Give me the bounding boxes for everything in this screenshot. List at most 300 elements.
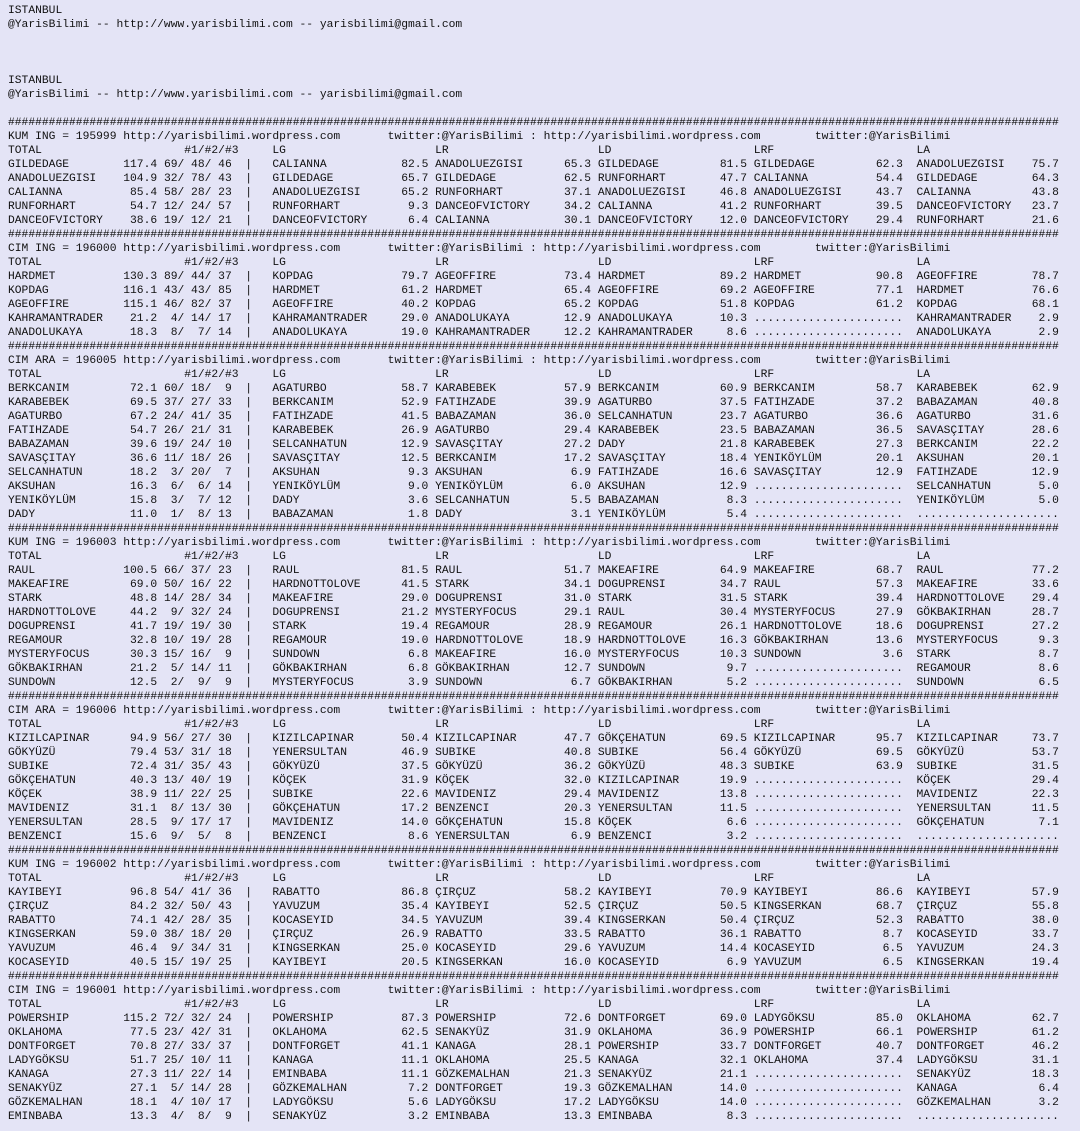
- race-title-line: [8, 984, 1080, 998]
- lrf-horse-name: DANCEOFVICTORY: [753, 215, 849, 227]
- lrf-horse-name: POWERSHIP: [753, 1027, 815, 1039]
- race-twitter: twitter:@YarisBilimi: [814, 859, 951, 871]
- column-header-row: [8, 256, 1080, 270]
- lrf-score: 37.4: [875, 1055, 903, 1067]
- horse-row: [8, 942, 1080, 956]
- rank-counts: 11/ 22/ 25: [163, 789, 232, 801]
- la-score: 21.6: [1031, 215, 1059, 227]
- lr-score: 29.6: [563, 943, 592, 955]
- la-horse-name: AKSUHAN: [916, 453, 964, 465]
- lrf-score: 27.3: [875, 439, 903, 451]
- lrf-horse-name: AGATURBO: [753, 411, 809, 423]
- rank-counts: 69/ 48/ 46: [163, 159, 232, 171]
- lr-score: 28.9: [563, 621, 592, 633]
- column-header-row: [8, 368, 1080, 382]
- column-divider: |: [245, 747, 253, 759]
- lg-score: 20.5: [401, 957, 429, 969]
- lr-horse-name: BERKCANIM: [435, 453, 497, 465]
- race-twitter-url[interactable]: twitter:@YarisBilimi : http://yarisbilimi.wordpress.com: [387, 537, 761, 549]
- col-header-lg: LG: [272, 999, 286, 1011]
- horse-row: [8, 312, 1080, 326]
- lr-horse-name: HARDNOTTOLOVE: [435, 635, 524, 647]
- lrf-score: 66.1: [875, 1027, 903, 1039]
- lg-score: 52.9: [401, 397, 429, 409]
- ld-score: 31.5: [719, 593, 747, 605]
- horse-name: AGATURBO: [8, 411, 63, 423]
- rank-counts: 38/ 18/ 20: [163, 929, 232, 941]
- rank-counts: 12/ 24/ 57: [163, 201, 232, 213]
- ld-score: 23.7: [719, 411, 747, 423]
- lg-score: 12.9: [401, 439, 429, 451]
- lg-score: 19.0: [401, 327, 429, 339]
- lg-score: 82.5: [401, 159, 429, 171]
- lg-horse-name: ANADOLUEZGISI: [272, 187, 361, 199]
- ld-horse-name: HARDMET: [597, 271, 646, 283]
- la-score: 8.7: [1038, 649, 1059, 661]
- total-score: 72.4: [130, 761, 158, 773]
- lrf-horse-name: HARDMET: [753, 271, 802, 283]
- total-score: 104.9: [123, 173, 158, 185]
- total-score: 69.5: [130, 397, 158, 409]
- lg-horse-name: GILDEDAGE: [272, 173, 334, 185]
- col-header-total: TOTAL: [8, 719, 42, 731]
- lrf-horse-name: AGEOFFIRE: [753, 285, 815, 297]
- lr-score: 58.2: [563, 887, 592, 899]
- lrf-empty-dots: ......................: [753, 831, 903, 843]
- lrf-score: 18.6: [875, 621, 903, 633]
- ld-horse-name: GÖKÇEHATUN: [597, 733, 666, 745]
- lrf-score: 20.1: [875, 453, 903, 465]
- lg-horse-name: RUNFORHART: [272, 201, 341, 213]
- horse-name: GÖKYÜZÜ: [8, 747, 56, 759]
- lr-horse-name: DONTFORGET: [435, 1083, 503, 1095]
- ld-horse-name: ÇIRÇUZ: [597, 901, 639, 913]
- la-horse-name: RABATTO: [916, 915, 964, 927]
- la-score: 23.7: [1031, 201, 1059, 213]
- ld-horse-name: RAUL: [597, 607, 625, 619]
- rank-counts: 43/ 43/ 85: [163, 285, 232, 297]
- lrf-horse-name: FATIHZADE: [753, 397, 815, 409]
- lr-score: 52.5: [563, 901, 592, 913]
- la-horse-name: OKLAHOMA: [916, 1013, 971, 1025]
- lr-horse-name: KARABEBEK: [435, 383, 497, 395]
- lg-horse-name: DANCEOFVICTORY: [272, 215, 368, 227]
- lr-horse-name: KANAGA: [435, 1041, 476, 1053]
- col-header-la: LA: [916, 145, 931, 157]
- lg-horse-name: KINGSERKAN: [272, 943, 341, 955]
- rank-counts: 89/ 44/ 37: [163, 271, 232, 283]
- horse-name: KINGSERKAN: [8, 929, 76, 941]
- la-horse-name: KÖÇEK: [916, 775, 951, 787]
- lg-score: 86.8: [401, 887, 429, 899]
- la-score: 9.3: [1038, 635, 1059, 647]
- ld-horse-name: RABATTO: [597, 929, 646, 941]
- rank-counts: 3/ 20/ 7: [163, 467, 232, 479]
- column-divider: |: [245, 565, 253, 577]
- la-score: 46.2: [1031, 1041, 1059, 1053]
- lg-horse-name: MAVIDENIZ: [272, 817, 334, 829]
- lg-score: 35.4: [401, 901, 429, 913]
- lrf-horse-name: RAUL: [753, 579, 781, 591]
- total-score: 74.1: [130, 915, 158, 927]
- column-divider: |: [245, 761, 253, 773]
- col-header-total: TOTAL: [8, 551, 42, 563]
- lrf-horse-name: CALIANNA: [753, 173, 809, 185]
- lg-score: 7.2: [408, 1083, 429, 1095]
- lg-score: 22.6: [401, 789, 429, 801]
- lrf-score: 68.7: [875, 901, 903, 913]
- horse-row: [8, 1082, 1080, 1096]
- total-score: 13.3: [130, 1111, 158, 1123]
- lr-score: 17.2: [563, 1097, 592, 1109]
- column-divider: |: [245, 607, 253, 619]
- col-header-ld: LD: [597, 873, 612, 885]
- lg-score: 9.3: [408, 201, 429, 213]
- col-header-lg: LG: [272, 873, 286, 885]
- ld-score: 50.4: [719, 915, 747, 927]
- la-horse-name: GÖKÇEHATUN: [916, 817, 985, 829]
- col-header-ranks: #1/#2/#3: [184, 145, 239, 157]
- lrf-horse-name: RUNFORHART: [753, 201, 822, 213]
- lg-horse-name: AKSUHAN: [272, 467, 320, 479]
- lr-horse-name: LADYGÖKSU: [435, 1097, 497, 1109]
- lg-horse-name: MAKEAFIRE: [272, 593, 334, 605]
- lrf-score: 62.3: [875, 159, 903, 171]
- total-score: 46.4: [130, 943, 158, 955]
- horse-row: [8, 956, 1080, 970]
- ld-horse-name: DONTFORGET: [597, 1013, 666, 1025]
- lr-horse-name: BABAZAMAN: [435, 411, 497, 423]
- separator: ###########################################################################################################################################################: [8, 117, 1059, 129]
- lg-score: 65.7: [401, 173, 429, 185]
- rank-counts: 42/ 28/ 35: [163, 915, 232, 927]
- horse-row: [8, 1040, 1080, 1054]
- lg-horse-name: KOPDAG: [272, 271, 314, 283]
- race-twitter-url[interactable]: twitter:@YarisBilimi : http://yarisbilimi.wordpress.com: [387, 705, 761, 717]
- lr-score: 37.1: [563, 187, 592, 199]
- lrf-horse-name: SUNDOWN: [753, 649, 802, 661]
- column-divider: |: [245, 383, 253, 395]
- race-twitter-url[interactable]: twitter:@YarisBilimi : http://yarisbilimi.wordpress.com: [387, 355, 761, 367]
- race-twitter-url[interactable]: twitter:@YarisBilimi : http://yarisbilimi.wordpress.com: [387, 985, 761, 997]
- rank-counts: 66/ 37/ 23: [163, 565, 232, 577]
- ld-horse-name: RUNFORHART: [597, 173, 666, 185]
- contact-info: @YarisBilimi -- http://www.yarisbilimi.com -- yarisbilimi@gmail.com: [8, 89, 463, 101]
- col-header-ld: LD: [597, 145, 612, 157]
- col-header-lg: LG: [272, 145, 286, 157]
- ld-horse-name: KIZILCAPINAR: [597, 775, 680, 787]
- la-horse-name: CALIANNA: [916, 187, 971, 199]
- lrf-empty-dots: ......................: [753, 1069, 903, 1081]
- lrf-score: 43.7: [875, 187, 903, 199]
- la-score: 2.9: [1038, 327, 1059, 339]
- horse-row: [8, 270, 1080, 284]
- lg-horse-name: GÖKYÜZÜ: [272, 761, 320, 773]
- rank-counts: 53/ 31/ 18: [163, 747, 232, 759]
- total-score: 15.6: [130, 831, 158, 843]
- horse-row: [8, 634, 1080, 648]
- la-score: 76.6: [1031, 285, 1059, 297]
- ld-horse-name: GÖKYÜZÜ: [597, 761, 646, 773]
- ld-horse-name: KÖÇEK: [597, 817, 632, 829]
- la-horse-name: ANADOLUEZGISI: [916, 159, 1005, 171]
- horse-name: ÇIRÇUZ: [8, 901, 49, 913]
- lrf-score: 63.9: [875, 761, 903, 773]
- la-score: 5.0: [1038, 481, 1059, 493]
- la-horse-name: SENAKYÜZ: [916, 1069, 971, 1081]
- column-divider: |: [245, 1069, 253, 1081]
- col-header-ranks: #1/#2/#3: [184, 551, 239, 563]
- total-score: 30.3: [130, 649, 158, 661]
- lrf-score: 77.1: [875, 285, 903, 297]
- ld-score: 6.9: [726, 957, 747, 969]
- lr-horse-name: REGAMOUR: [435, 621, 490, 633]
- horse-name: YENERSULTAN: [8, 817, 83, 829]
- ld-score: 30.4: [719, 607, 747, 619]
- lg-score: 46.9: [401, 747, 429, 759]
- lg-score: 9.0: [408, 481, 429, 493]
- ld-horse-name: YENERSULTAN: [597, 803, 673, 815]
- race-twitter-url[interactable]: twitter:@YarisBilimi : http://yarisbilimi.wordpress.com: [387, 131, 761, 143]
- total-score: 115.2: [123, 1013, 158, 1025]
- ld-score: 47.7: [719, 173, 747, 185]
- horse-row: [8, 186, 1080, 200]
- ld-score: 89.2: [719, 271, 747, 283]
- rank-counts: 60/ 18/ 9: [163, 383, 232, 395]
- horse-name: SUBIKE: [8, 761, 49, 773]
- lg-horse-name: KARABEBEK: [272, 425, 334, 437]
- la-score: 2.9: [1038, 313, 1059, 325]
- lrf-empty-dots: ......................: [753, 677, 903, 689]
- lg-horse-name: YENIKÖYLÜM: [272, 481, 341, 493]
- lg-horse-name: LADYGÖKSU: [272, 1097, 334, 1109]
- la-horse-name: FATIHZADE: [916, 467, 978, 479]
- la-horse-name: KANAGA: [916, 1083, 958, 1095]
- col-header-ld: LD: [597, 257, 612, 269]
- lr-score: 25.5: [563, 1055, 592, 1067]
- lg-horse-name: HARDNOTTOLOVE: [272, 579, 361, 591]
- lrf-empty-dots: ......................: [753, 481, 903, 493]
- ld-horse-name: YAVUZUM: [597, 943, 646, 955]
- col-header-lrf: LRF: [753, 257, 775, 269]
- total-score: 31.1: [130, 803, 158, 815]
- lrf-horse-name: KOCASEYID: [753, 943, 815, 955]
- column-header-row: [8, 550, 1080, 564]
- la-horse-name: MYSTERYFOCUS: [916, 635, 998, 647]
- rank-counts: 72/ 32/ 24: [163, 1013, 232, 1025]
- la-horse-name: GÖZKEMALHAN: [916, 1097, 992, 1109]
- la-score: 29.4: [1031, 775, 1059, 787]
- lr-score: 12.9: [563, 313, 592, 325]
- lg-horse-name: KIZILCAPINAR: [272, 733, 354, 745]
- horse-name: ANADOLUEZGISI: [8, 173, 97, 185]
- lrf-score: 57.3: [875, 579, 903, 591]
- lr-score: 57.9: [563, 383, 592, 395]
- lr-horse-name: MYSTERYFOCUS: [435, 607, 517, 619]
- lrf-empty-dots: ......................: [753, 803, 903, 815]
- lrf-horse-name: KAYIBEYI: [753, 887, 809, 899]
- ld-score: 8.3: [726, 495, 747, 507]
- lr-horse-name: EMINBABA: [435, 1111, 490, 1123]
- la-empty-dots: .....................: [916, 509, 1059, 521]
- race-twitter-url[interactable]: twitter:@YarisBilimi : http://yarisbilimi.wordpress.com: [387, 243, 761, 255]
- column-divider: |: [245, 187, 253, 199]
- lrf-empty-dots: ......................: [753, 313, 903, 325]
- lr-score: 19.3: [563, 1083, 592, 1095]
- la-horse-name: SAVASÇITAY: [916, 425, 985, 437]
- rank-counts: 24/ 41/ 35: [163, 411, 232, 423]
- ld-horse-name: KOCASEYID: [597, 957, 659, 969]
- rank-counts: 15/ 16/ 9: [163, 649, 232, 661]
- horse-name: RAUL: [8, 565, 36, 577]
- column-divider: |: [245, 425, 253, 437]
- lr-score: 65.2: [563, 299, 592, 311]
- col-header-la: LA: [916, 999, 931, 1011]
- race-twitter-url[interactable]: twitter:@YarisBilimi : http://yarisbilimi.wordpress.com: [387, 859, 761, 871]
- lr-score: 32.0: [563, 775, 592, 787]
- column-divider: |: [245, 411, 253, 423]
- column-divider: |: [245, 173, 253, 185]
- ld-horse-name: ANADOLUKAYA: [597, 313, 673, 325]
- la-horse-name: BERKCANIM: [916, 439, 978, 451]
- lr-horse-name: KAYIBEYI: [435, 901, 490, 913]
- lr-horse-name: GILDEDAGE: [435, 173, 497, 185]
- ld-score: 3.2: [726, 831, 747, 843]
- lr-score: 51.7: [563, 565, 592, 577]
- lg-score: 1.8: [408, 509, 429, 521]
- horse-row: [8, 1096, 1080, 1110]
- lg-score: 25.0: [401, 943, 429, 955]
- lr-horse-name: FATIHZADE: [435, 397, 497, 409]
- column-divider: |: [245, 733, 253, 745]
- lrf-horse-name: YAVUZUM: [753, 957, 802, 969]
- rank-counts: 27/ 33/ 37: [163, 1041, 232, 1053]
- horse-name: CALIANNA: [8, 187, 63, 199]
- column-divider: |: [245, 635, 253, 647]
- rank-counts: 54/ 41/ 36: [163, 887, 232, 899]
- lrf-score: 85.0: [875, 1013, 903, 1025]
- lr-horse-name: SAVASÇITAY: [435, 439, 503, 451]
- lrf-empty-dots: ......................: [753, 789, 903, 801]
- total-score: 18.2: [130, 467, 158, 479]
- horse-name: POWERSHIP: [8, 1013, 70, 1025]
- la-horse-name: AGEOFFIRE: [916, 271, 978, 283]
- lg-score: 9.3: [408, 467, 429, 479]
- la-score: 8.6: [1038, 663, 1059, 675]
- la-horse-name: ANADOLUKAYA: [916, 327, 992, 339]
- lg-score: 29.0: [401, 313, 429, 325]
- ld-score: 8.3: [726, 1111, 747, 1123]
- lg-score: 41.5: [401, 579, 429, 591]
- column-divider: |: [245, 313, 253, 325]
- horse-row: [8, 578, 1080, 592]
- lrf-score: 8.7: [882, 929, 903, 941]
- lrf-score: 12.9: [875, 467, 903, 479]
- lr-score: 12.7: [563, 663, 592, 675]
- ld-score: 14.0: [719, 1097, 747, 1109]
- horse-name: REGAMOUR: [8, 635, 63, 647]
- column-divider: |: [245, 327, 253, 339]
- lrf-horse-name: KIZILCAPINAR: [753, 733, 836, 745]
- ld-horse-name: AGATURBO: [597, 397, 653, 409]
- lg-score: 62.5: [401, 1027, 429, 1039]
- column-divider: |: [245, 299, 253, 311]
- la-score: 20.1: [1031, 453, 1059, 465]
- ld-score: 37.5: [719, 397, 747, 409]
- horse-name: MAVIDENIZ: [8, 803, 70, 815]
- race-title: KUM ING = 195999 http://yarisbilimi.wordpress.com: [8, 131, 341, 143]
- column-divider: |: [245, 397, 253, 409]
- lrf-score: 37.2: [875, 397, 903, 409]
- column-divider: |: [245, 1097, 253, 1109]
- la-score: 61.2: [1031, 1027, 1059, 1039]
- ld-horse-name: FATIHZADE: [597, 467, 659, 479]
- la-score: 22.3: [1031, 789, 1059, 801]
- lrf-score: 6.5: [882, 957, 903, 969]
- column-divider: |: [245, 159, 253, 171]
- lrf-horse-name: GÖKBAKIRHAN: [753, 635, 829, 647]
- la-horse-name: KOCASEYID: [916, 929, 978, 941]
- lg-score: 8.6: [408, 831, 429, 843]
- la-score: 68.1: [1031, 299, 1059, 311]
- lr-horse-name: CALIANNA: [435, 215, 490, 227]
- lr-horse-name: KOPDAG: [435, 299, 476, 311]
- lg-horse-name: GÖKBAKIRHAN: [272, 663, 347, 675]
- horse-row: [8, 662, 1080, 676]
- horse-name: YENIKÖYLÜM: [8, 495, 76, 507]
- rank-counts: 9/ 5/ 8: [163, 831, 232, 843]
- ld-score: 51.8: [719, 299, 747, 311]
- separator-line: [8, 228, 1080, 242]
- lrf-horse-name: STARK: [753, 593, 788, 605]
- la-score: 6.4: [1038, 1083, 1059, 1095]
- rank-counts: 19/ 12/ 21: [163, 215, 232, 227]
- rank-counts: 15/ 19/ 25: [163, 957, 232, 969]
- ld-score: 10.3: [719, 313, 747, 325]
- lg-horse-name: RABATTO: [272, 887, 320, 899]
- lg-score: 87.3: [401, 1013, 429, 1025]
- horse-name: SELCANHATUN: [8, 467, 83, 479]
- column-divider: |: [245, 775, 253, 787]
- separator-line: [8, 340, 1080, 354]
- col-header-ld: LD: [597, 551, 612, 563]
- col-header-la: LA: [916, 551, 931, 563]
- lg-score: 26.9: [401, 929, 429, 941]
- lrf-score: 90.8: [875, 271, 903, 283]
- la-horse-name: KAHRAMANTRADER: [916, 313, 1012, 325]
- horse-name: DONTFORGET: [8, 1041, 76, 1053]
- horse-name: KANAGA: [8, 1069, 49, 1081]
- lr-score: 39.4: [563, 915, 592, 927]
- lg-horse-name: KAYIBEYI: [272, 957, 327, 969]
- col-header-total: TOTAL: [8, 999, 42, 1011]
- total-score: 54.7: [130, 201, 158, 213]
- race-title-line: [8, 130, 1080, 144]
- lg-horse-name: KOCASEYID: [272, 915, 334, 927]
- rank-counts: 58/ 28/ 23: [163, 187, 232, 199]
- la-horse-name: KOPDAG: [916, 299, 958, 311]
- la-score: 3.2: [1038, 1097, 1059, 1109]
- lr-horse-name: ANADOLUKAYA: [435, 313, 510, 325]
- horse-row: [8, 732, 1080, 746]
- total-score: 94.9: [130, 733, 158, 745]
- la-horse-name: GÖKBAKIRHAN: [916, 607, 992, 619]
- lr-score: 16.0: [563, 957, 592, 969]
- lr-horse-name: DOGUPRENSI: [435, 593, 503, 605]
- rank-counts: 23/ 42/ 31: [163, 1027, 232, 1039]
- separator: ###########################################################################################################################################################: [8, 971, 1059, 983]
- la-score: 28.7: [1031, 607, 1059, 619]
